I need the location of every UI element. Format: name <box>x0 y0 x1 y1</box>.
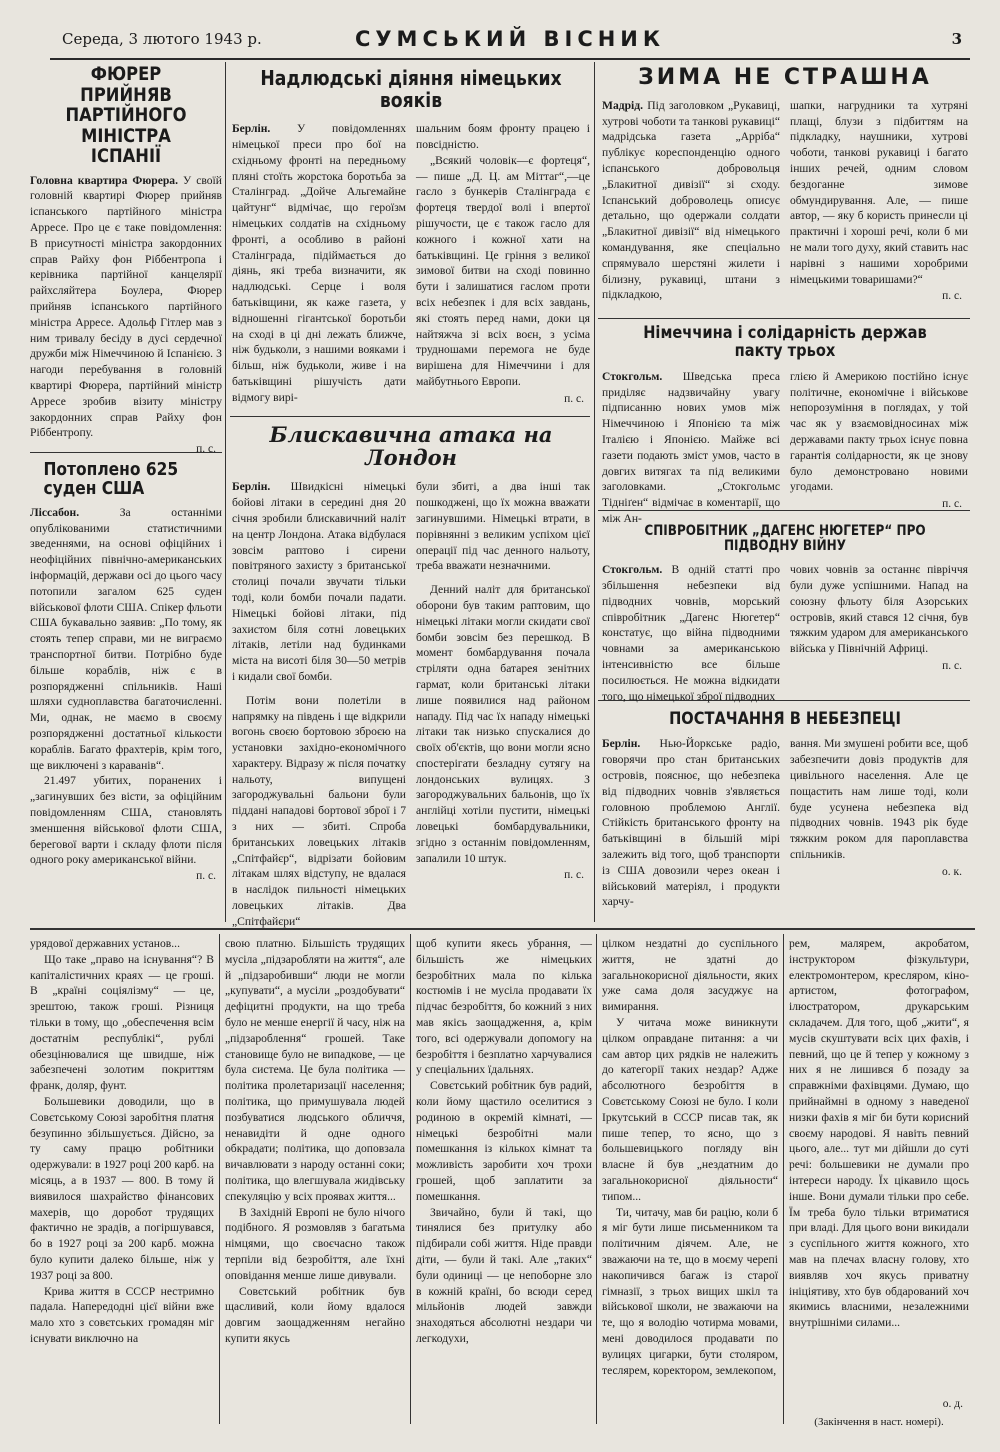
article-signature: п. с. <box>196 870 216 883</box>
article-body: У повідомленнях німецької преси про бої на східньому фронті на передньому пляні стоїть жорстока боротьба за Сталінград. „Дойче Альгемайне цайтунг“ відмічає, що героїзм німецьких солдатів на східньому фронті, а особливо в районі Сталінграда, підіймається до діянь, які треба визначити, як надлюдські. Серце і воля батьківщини, як каже газета, у відношенні гігантської боротьби на сході в ці дні лежать ближче, ніж будьколи, з нашими вояками і більш, ніж будьколи, живе і на батьківщині рішучість дати відмогу вирі- <box>232 122 406 404</box>
article-paragraph: вання. Ми змушені робити все, щоб забезпечити довіз продуктів для цивільного населення. Але це пощастить нам лише тоді, коли буде усунена небезпека від підводних човнів. 1943 рік буде тяжким роком для пароплавства спільників. <box>790 737 968 861</box>
article-body: Швидкісні німецькі бойові літаки в середині дня 20 січня зробили блискавичний наліт на центр Лондона. Атака відбулася зовсім раптово і сирени повітряного захисту з британської столиці почали звучати тільки тоді, коли бомби почали падати. Німецькі бойові літаки, під захистом біля сотні ловецьких літаків, летіли над будинками міста на висоті біля 30—50 метрів і кидали свої бомби. <box>232 480 406 683</box>
article-headline: ФЮРЕР ПРИЙНЯВ ПАРТІЙНОГО МІНІСТРА ІСПАНІЇ <box>65 63 187 168</box>
article-paragraph: чових човнів за останнє півріччя були дуже успішними. Напад на союзну фльоту біля Азорських островів, який стався 12 січня, був тяжким ударом для американського війська у Північній Африці. <box>790 563 968 656</box>
feature-column-5 <box>789 936 969 1392</box>
article-signature: п. с. <box>196 443 216 456</box>
newspaper-title: СУМСЬКИЙ ВІСНИК <box>354 27 666 51</box>
column-rule <box>410 934 411 1424</box>
article-dateline: Мадрід. <box>602 98 644 112</box>
article-paragraph: Потім вони полетіли в напрямку на південь і ще відкрили вогонь своєю бортовою зброєю на установки західно-економічного характеру. Відразу ж після початку нальоту, випущені загороджувальні бальони були піддані нападові бортової зброї і 7 з них — збиті. Спроба британських ловецьких літаків „Спітфайєр“, відрізати бойовим літакам шлях відступу, не вдалася в наслідок пильності німецьких ловецьких літаків. Два „Спітфайєри“ <box>232 693 406 928</box>
article-fuhrer-spain <box>30 63 222 456</box>
feature-signature-area <box>789 1396 969 1416</box>
feature-paragraph: Крива життя в СССР нестримно падала. Напередодні цієї війни вже мало хто з совєтських громадян міг існувати виключно на <box>30 1284 214 1345</box>
article-headline: Надлюдські діяння німецьких вояків <box>260 66 562 112</box>
column-rule <box>225 62 226 922</box>
article-london-attack <box>232 422 590 928</box>
article-submarine-war <box>602 516 968 703</box>
feature-paragraph: Большевики доводили, що в Совєтському Союзі заробітня платня безупинно збільшується. Дійсно, за ту саму працю робітники одержували: в 1927 році 200 карб. на місяць, а в 1937 — 800. В тому й виявилося шахрайство фінансових махерів, що доробот трудящих фактично не зрадів, а погіршувався, бо в 1927 році за 200 карб. можна було купити далеко більше, ніж у 1937 році за 800. <box>30 1094 214 1282</box>
feature-column-4 <box>602 936 778 1424</box>
article-body: За останніми опублікованими статистичними зведеннями, на основі офіційних і неофіційних північно-американських інформацій, держави осі до цього часу потопили загалом 625 суден військової флоти США. Спікер фльоти США букавально заявив: „По тому, як стоять тепер справи, ми не виграємо транспортної битви. Потрібно буде більше кораблів, ніж є в розпорядженні спільників. Наші шляхи судноплавства багаточисленні. Ми, однак, не маємо в своєму розпорядженні достатньої кількости кораблів. Багато фрахтерів, крім того, ще виключені з караванів“. <box>30 505 222 772</box>
article-dateline: Головна квартира Фюрера. <box>30 173 178 187</box>
article-paragraph: 21.497 убитих, поранених і „загинувших без вісти, за офіційним повідомленням США, становлять зменшення військової флоти США, берегової варти і складу флоти після одного року американської війни. <box>30 774 222 867</box>
article-headline: Потоплено 625 суден США <box>43 459 179 500</box>
feature-column-1 <box>30 936 214 1424</box>
feature-paragraph: цілком нездатні до суспільного життя, не здатні до загальнокорисної діяльности, яких уже сама доля засуджує на вимирання. <box>602 937 778 1014</box>
article-dateline: Берлін. <box>232 480 271 494</box>
article-supply-danger <box>602 706 968 924</box>
feature-paragraph: У читача може виникнути цілком оправдане питання: а чи сам автор цих рядків не належить до категорії таких нездар? Адже абсолютного безробіття в Совєтському Союзі не було. І коли Іркутський в СССР писав так, як пише тепер, то ясно, що з большевицького погляду він власне й був „нездатним до загальнокорисної діяльности“ типом... <box>602 1015 778 1203</box>
feature-text <box>225 936 405 1347</box>
article-signature: о. д. <box>942 1398 963 1410</box>
feature-paragraph: Совєтський робітник був щасливий, коли йому вдалося довгим заощадженням негайно купити якусь <box>225 1284 405 1345</box>
article-paragraph: були збиті, а два інші так пошкоджені, що їх можна вважати загинувшими. Німецькі втрати, в порівнянні з великим успіхом цієї операції під час денного нальоту, треба вважати незначними. <box>416 480 590 573</box>
article-superhuman-soldiers <box>232 64 590 414</box>
article-signature: п. с. <box>942 290 962 303</box>
article-625-ships <box>30 460 222 922</box>
column-rule <box>783 934 784 1424</box>
feature-paragraph: Ти, читачу, мав би рацію, коли б я міг бути лише письменником та політичним діячем. Але, не зважаючи на те, що в моєму черепі накопичився багаж із старої гімназії, з трьох вищих шкіл та військової школи, не зважаючи на те, що я володію чотирма мовами, мені доводилося продавати по вулицях цигарки, бути столяром, теслярем, коректором, землекопом, <box>602 1205 778 1377</box>
feature-paragraph: урядової державних установ... <box>30 937 180 950</box>
article-dateline: Стокгольм. <box>602 369 663 383</box>
article-headline: ПОСТАЧАННЯ В НЕБЕЗПЕЦІ <box>669 709 901 729</box>
feature-paragraph: рем, малярем, акробатом, інструктором фізкультури, електромонтером, кресляром, кіно-артистом, фотографом, ілюстратором, друкарським складачем. Для того, щоб „жити“, я мусів скуштувати всіх цих фахів, і певний, що це й тепер у кожному з них я не лишився б позаду за справжніми фахівцями. Думаю, що прийнаймні в одному з наведеної низки фахів я міг би бути корисний своєму народові. Я навіть певний цього, але... тут ми дійшли до суті речі: большевики не думали про інтереси народу. Їх цікавило щось інше. Вони думали тільки про себе. Їм треба було тільки втриматися при владі. Для цього вони викидали з суспільного життя кожного, хто мав на плечах власну голову, хто виявляв хоч якусь приватну ініціятиву, хто був обдарований хоч якимись власними, незалежними внутрішніми силами... <box>789 937 969 1330</box>
continued-note: (Закінчення в наст. номері). <box>814 1416 944 1428</box>
masthead <box>50 24 970 60</box>
article-signature: о. к. <box>942 865 962 878</box>
article-signature: п. с. <box>564 392 584 405</box>
article-paragraph: „Всякий чоловік—є фортеця“, — пише „Д. Ц. ам Міттаг“,—це гасло з бункерів Сталінграда є фортеця твердої волі і впертої рішучости, це є також гасло для кожного і кожної хати на батьківщині. Це гріння з великої зимової битви на сході повинно бути і залишатися гаслом проти всіх небезпек і для всіх завдань, які стоять перед нами, доки ця найтяжча зі всіх воєн, з усіма трудношами перемога не буде вирішена для Німеччини і для майбутнього Европи. <box>416 153 590 388</box>
article-paragraph: шальним боям фронту працею і повсідністю. <box>416 122 590 151</box>
article-dateline: Стокгольм. <box>602 563 663 577</box>
article-body: У своїй головній квартирі Фюрер прийняв іспанського партійного міністра Арресе. Про це є таке повідомлення: В присутності міністра закордонних справ Райху фон Ріббентропа і керівника партійної канцелярії райхсляйтера Боулера, Фюрер прийняв іспанського партійного міністра Арресе. Адольф Гітлер мав з ним тривалу бесіду в дусі сердечної дружби між Німеччиною й Іспанією. З нагоди перебування в головній квартирі Фюрера, партійний міністр Арресе зробив візиту міністру закордонних справ Райху фон Ріббентропу. <box>30 173 222 440</box>
article-body: Шведська преса приділяє надзвичайну увагу підписанню нових умов між Німеччиною і Японією та між Італією і Японією. Майже всі газети подають зміст умов, часто в довгих витягах та під великими заголовками. „Стокгольмс Тідніґен“ відмічає в коментарії, що між Ан- <box>602 369 780 525</box>
page-number: 3 <box>951 30 962 48</box>
feature-paragraph: Що таке „право на існування“? В капіталістичних краях — це гроші. В „країні соціялізму“ — це, зрештою, також гроші. Різниця тільки в тому, що „обеспечення всім достатнім республікі“, рублі обезцінювалися ще швидше, ніж забезпечені золотим покриттям франк, доляр, фунт. <box>30 952 214 1093</box>
article-divider <box>230 416 590 417</box>
feature-column-3 <box>416 936 592 1424</box>
column-rule <box>596 934 597 1424</box>
article-tripartite-pact <box>602 322 968 525</box>
article-headline: ЗИМА НЕ СТРАШНА <box>638 65 932 90</box>
article-headline: Блискавична атака на Лондон <box>269 422 553 470</box>
article-signature: п. с. <box>564 869 584 882</box>
issue-date: Середа, 3 лютого 1943 р. <box>62 30 262 48</box>
feature-text <box>416 936 592 1347</box>
article-headline: Німеччина і солідарність держав пакту трьох <box>643 323 927 362</box>
article-headline: СПІВРОБІТНИК „ДАГЕНС НЮГЕТЕР“ ПРО ПІДВОДНУ ВІЙНУ <box>644 523 926 555</box>
feature-paragraph: щоб купити якесь убрання, — більшість же німецьких безробітних мала по кілька костюмів і не мусіла продавати їх підчас безробіття, бо кожний з них мав якісь заощадження, а, крім того, всі одержували допомогу на безробіття і безплатно харчувалися у спеціальних їдальнях. <box>416 937 592 1077</box>
article-dateline: Берлін. <box>602 737 641 751</box>
article-body: Нью-Йоркське радіо, говорячи про стан британських островів, пояснює, що небезпека від підводних човнів з'являється головною проблемою Англії. Стійкість британського фронту на батьківщині в більшій мірі залежить від того, щоб транспорти із США довозили через океан і військовий матеріял, і продукти харчу- <box>602 737 780 909</box>
article-dateline: Ліссабон. <box>30 505 80 519</box>
article-dateline: Берлін. <box>232 122 271 136</box>
article-paragraph: шапки, нагрудники та хутряні плащі, блузи з підбиттям на підкладку, наушники, хутрові чоботи, танкові рукавиці і багато інших речей, одним словом бездоганне зимове обмундирування. Але, — пише автор, — яку б користь принесли ці практичні і хороші речі, коли б ми не мали того духу, який ставить нас нарівні з нашими хоробрими німецькими товаришами?“ <box>790 98 968 286</box>
feature-paragraph: Совєтський робітник був радий, коли йому щастило оселитися з родиною в окремій кімнаті, — німецькі безробітні мали помешкання із кількох кімнат та можливість заробити хоч трохи грошей, щоб заплатити за помешкання. <box>416 1079 592 1203</box>
feature-text <box>30 936 214 1347</box>
article-signature: п. с. <box>942 660 962 672</box>
feature-paragraph: Звичайно, були й такі, що тинялися без притулку або підбирали собі життя. Ніде правди діти, — були й такі. Але „таких“ були одиниці — це непоборне зло в кожній країні, бо всюди серед мільйонів людей завжди знаходяться абсолютні нездари чи легкодухи, <box>416 1205 592 1345</box>
article-paragraph: Денний наліт для британської оборони був таким раптовим, що німецькі літаки могли скидати свої бомби зовсім без перешкод. В момент бомбардування почала стріляти одна батарея зенітних гармат, коли британські літаки лише появилися над районом нападу. Під час їх нападу німецькі літаки так низько спускалися до своїх об'єктів, що вони могли ясно спостерігати безладну сутягу на лондонських вулицях. З загороджувальних бальонів, що їх англійці хотіли пустити, німецькі ловецькі бомбардувальники, згідно з останнім повідомленням, запалили 10 штук. <box>416 583 590 865</box>
column-rule <box>594 62 595 922</box>
feature-paragraph: свою платню. Більшість трудящих мусіла „підзаробляти на життя“, але й „підзаробивши“ люди не могли „купувати“, а мусіли „роздобувати“ дефіцитні продукти, на що треба було не менше енергії й часу, ніж на „підзароблення“ грошей. Таке становище було не випадкове, — це була система. Це була політика — політика пролетаризації населення; політика, що примушувала людей позбуватися людського обличчя, ненавидіти й одне одного обкрадати; політика, що доповзала вичавлювати з народу останні соки; політика, що влегшувала жидівську спекуляцію у всіх проявах життя... <box>225 937 405 1203</box>
article-paragraph: глією й Америкою постійно існує політичне, економічне і військове непорозуміння в поглядах, у той час як у взаємовідносинах між державами пакту трьох існує повна гарантія солідарности, як це знову було демонстровано новими угодами. <box>790 369 968 494</box>
feature-column-2 <box>225 936 405 1424</box>
article-winter <box>602 64 968 316</box>
feature-text <box>789 936 969 1331</box>
article-signature: п. с. <box>942 498 962 511</box>
feature-text <box>602 936 778 1378</box>
column-rule <box>219 934 220 1424</box>
article-body: В одній статті про збільшення небезпеки від підводних човнів, морський співробітник „Дагенс Нюгетер“ констатує, що війна підводними човнами за американською інтенсивністю все більше посилюється. Не можна відкидати того, що німецької зброї підводних <box>602 563 780 703</box>
feature-paragraph: В Західній Европі не було нічого подібного. Я розмовляв з багатьма німцями, що своєчасно також терпіли від безробіття, але їхні оповідання менше лише дивували. <box>225 1205 405 1282</box>
article-body: Під заголовком „Рукавиці, хутрові чоботи та танкові рукавиці“ мадрідська газета „Арріба“ публікує кореспонденцію одного іспанського добровольця „Блакитної дивізії“ зі сходу. Іспанський доброволець описує детально, що одержали солдати „Блакитної дивізії“ від німецького командування, яке спеціально спрямувало шерстяні жилети і білизну, рукавиці, штани з підкладкою, <box>602 98 780 302</box>
article-divider <box>598 318 970 319</box>
